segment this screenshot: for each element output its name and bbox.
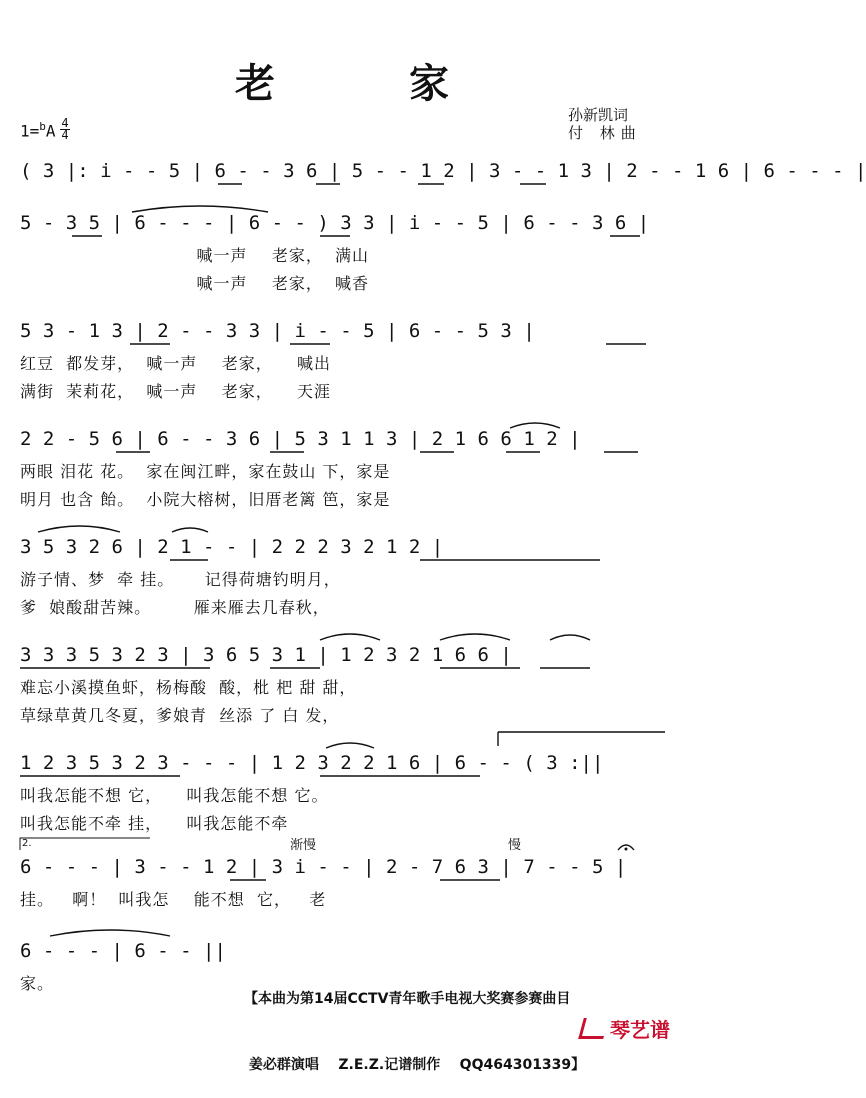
- notation-line: 6 - - - | 6 - - ||: [20, 940, 226, 962]
- beam-and-tie-lines: [20, 642, 665, 682]
- volta-bracket: [20, 838, 170, 852]
- beam-and-volta-lines: [20, 750, 665, 790]
- song-title: 老 家: [235, 60, 509, 107]
- meter-bottom: 4: [61, 128, 69, 142]
- notation-line: 2 2 - 5 6 | 6 - - 3 6 | 5 3 1 1 3 | 2 1 6 6 1 2 |: [20, 428, 581, 450]
- lyric-verse-1: 挂。 啊！ 叫我怎 能不想 它， 老: [20, 890, 327, 909]
- lyric-verse-1: 家。: [20, 974, 55, 993]
- notation-line: ( 3 |: i - - 5 | 6 - - 3 6 | 5 - - 1 2 | 3 - - 1 3 | 2 - - 1 6 | 6 - - - |: [20, 160, 866, 182]
- lyric-verse-2: 爹 娘酸甜苦辣。 雁来雁去几春秋，: [20, 598, 330, 617]
- notation-line: 5 3 - 1 3 | 2 - - 3 3 | i - - 5 | 6 - - 5 3 |: [20, 320, 535, 342]
- tempo-gradual-slowdown: 渐慢: [290, 838, 317, 853]
- site-logo[interactable]: [581, 1014, 670, 1043]
- logo-icon: [578, 1018, 609, 1039]
- info-box: [244, 944, 636, 1073]
- tempo-slow: 慢: [508, 838, 522, 853]
- tie-line: [20, 938, 226, 978]
- info-line-2: 姜必群演唱 Z.E.Z.记谱制作 QQ464301339】: [244, 1057, 586, 1073]
- lyric-verse-1: 叫我怎能不想 它， 叫我怎能不想 它。: [20, 786, 329, 805]
- lyric-verse-1: 难忘小溪摸鱼虾，杨梅酸 酸，枇 杷 甜 甜，: [20, 678, 357, 697]
- key-signature: [20, 120, 56, 140]
- lyric-verse-2: 草绿草黄几冬夏，爹娘青 丝添 了 白 发，: [20, 706, 340, 725]
- beam-lines: [20, 158, 866, 198]
- lyric-verse-2: 满街 茉莉花， 喊一声 老家， 天涯: [20, 382, 332, 401]
- lyric-verse-2: 喊一声 老家， 喊香: [20, 274, 370, 293]
- time-signature: [60, 118, 70, 141]
- notation-line: 6 - - - | 3 - - 1 2 | 3 i - - | 2 - 7 6 3 | 7 - - 5 |: [20, 856, 627, 878]
- beam-and-tie-lines: [20, 534, 665, 574]
- lyric-verse-1: 红豆 都发芽， 喊一声 老家， 喊出: [20, 354, 332, 373]
- lyric-verse-2: 明月 也含 飴。 小院大榕树，旧厝老篱 笆，家是: [20, 490, 391, 509]
- beam-and-tie-lines: [20, 426, 665, 466]
- notation-line: 1 2 3 5 3 2 3 - - - | 1 2 3 2 2 1 6 | 6 - - ( 3 :||: [20, 752, 604, 774]
- notation-line: 5 - 3 5 | 6 - - - | 6 - - ) 3 3 | i - - 5 | 6 - - 3 6 |: [20, 212, 650, 234]
- notation-line: 3 5 3 2 6 | 2 1 - - | 2 2 2 3 2 1 2 |: [20, 536, 444, 558]
- beam-and-fermata: [20, 854, 665, 894]
- notation-line: 3 3 3 5 3 2 3 | 3 6 5 3 1 | 1 2 3 2 1 6 6 |: [20, 644, 512, 666]
- composer-credit: 付 林曲: [568, 124, 642, 142]
- score-row-9: [20, 938, 250, 1068]
- lyric-verse-1: 游子情、梦 牵 挂。 记得荷塘钓明月，: [20, 570, 341, 589]
- key-flat: b: [39, 120, 46, 133]
- beam-and-tie-lines: [20, 210, 665, 250]
- lyricist-credit: 孙新凯词: [568, 106, 629, 124]
- key-note: A: [45, 121, 56, 141]
- lyric-verse-2: 叫我怎能不牵 挂， 叫我怎能不牵: [20, 814, 289, 833]
- meter-top: 4: [61, 116, 69, 130]
- info-line-1: 【本曲为第14届CCTV青年歌手电视大奖赛参赛曲目: [244, 991, 571, 1007]
- volta-second-ending: 2.: [22, 838, 32, 849]
- beam-lines: [20, 318, 665, 358]
- key-prefix: 1=: [20, 121, 40, 141]
- lyric-verse-1: 两眼 泪花 花。 家在闽江畔，家在鼓山 下，家是: [20, 462, 391, 481]
- lyric-verse-1: 喊一声 老家， 满山: [20, 246, 370, 265]
- logo-text: 琴艺谱: [610, 1018, 670, 1042]
